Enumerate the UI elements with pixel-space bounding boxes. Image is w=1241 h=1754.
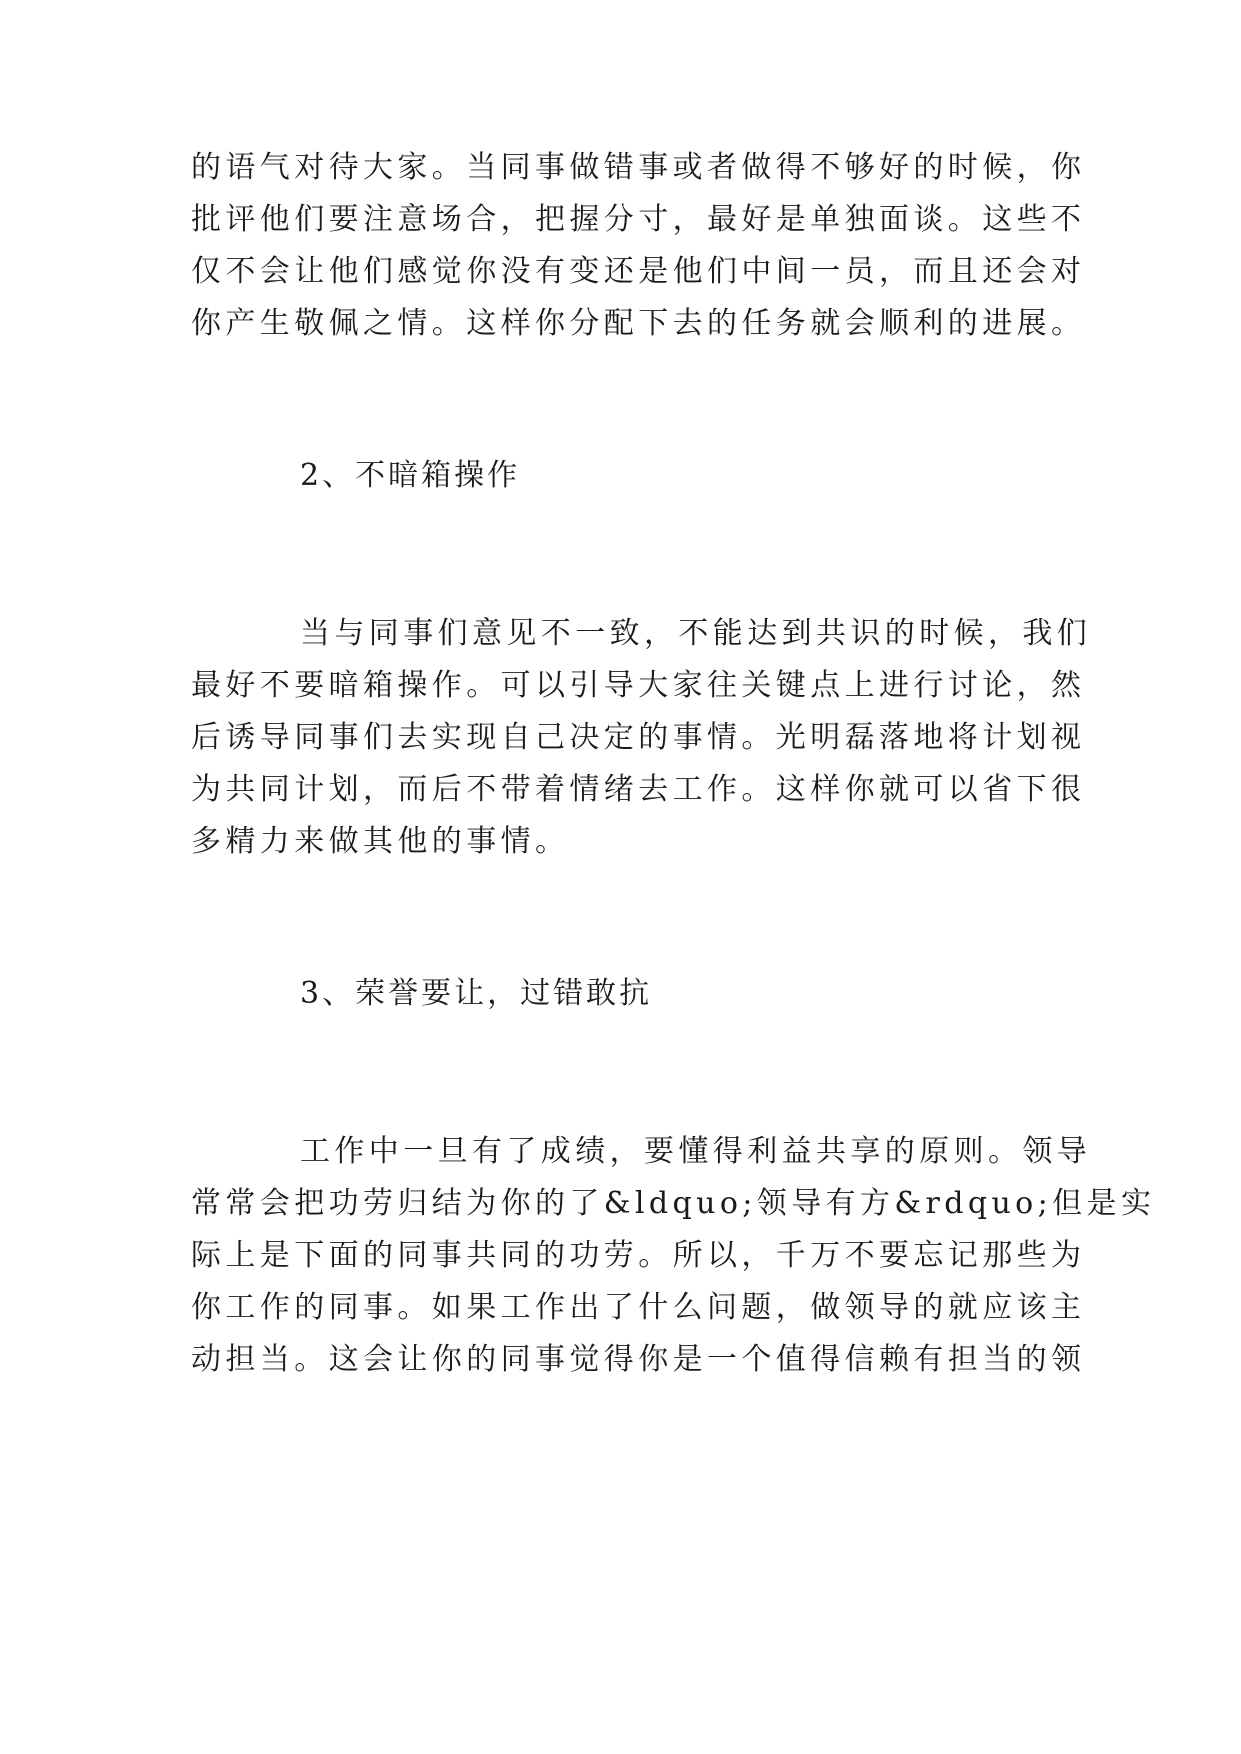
- paragraph-line: 仅不会让他们感觉你没有变还是他们中间一员，而且还会对: [191, 254, 1086, 289]
- paragraph-line: 批评他们要注意场合，把握分寸，最好是单独面谈。这些不: [191, 202, 1086, 237]
- paragraph-line: 你产生敬佩之情。这样你分配下去的任务就会顺利的进展。: [191, 306, 1086, 341]
- section-heading-3: 3、荣誉要让，过错敢抗: [300, 976, 653, 1011]
- paragraph-line: 你工作的同事。如果工作出了什么问题，做领导的就应该主: [191, 1290, 1086, 1325]
- paragraph-line: 多精力来做其他的事情。: [191, 824, 570, 859]
- paragraph-line: 常常会把功劳归结为你的了&ldquo;领导有方&rdquo;但是实: [191, 1186, 1156, 1221]
- paragraph-line: 动担当。这会让你的同事觉得你是一个值得信赖有担当的领: [191, 1342, 1086, 1377]
- paragraph-line: 际上是下面的同事共同的功劳。所以，千万不要忘记那些为: [191, 1238, 1086, 1273]
- paragraph-line: 当与同事们意见不一致，不能达到共识的时候，我们: [300, 616, 1092, 651]
- paragraph-line: 为共同计划，而后不带着情绪去工作。这样你就可以省下很: [191, 772, 1086, 807]
- section-heading-2: 2、不暗箱操作: [300, 458, 521, 493]
- paragraph-line: 后诱导同事们去实现自己决定的事情。光明磊落地将计划视: [191, 720, 1086, 755]
- paragraph-line: 最好不要暗箱操作。可以引导大家往关键点上进行讨论，然: [191, 668, 1086, 703]
- paragraph-line: 的语气对待大家。当同事做错事或者做得不够好的时候，你: [191, 150, 1086, 185]
- paragraph-line: 工作中一旦有了成绩，要懂得利益共享的原则。领导: [300, 1134, 1092, 1169]
